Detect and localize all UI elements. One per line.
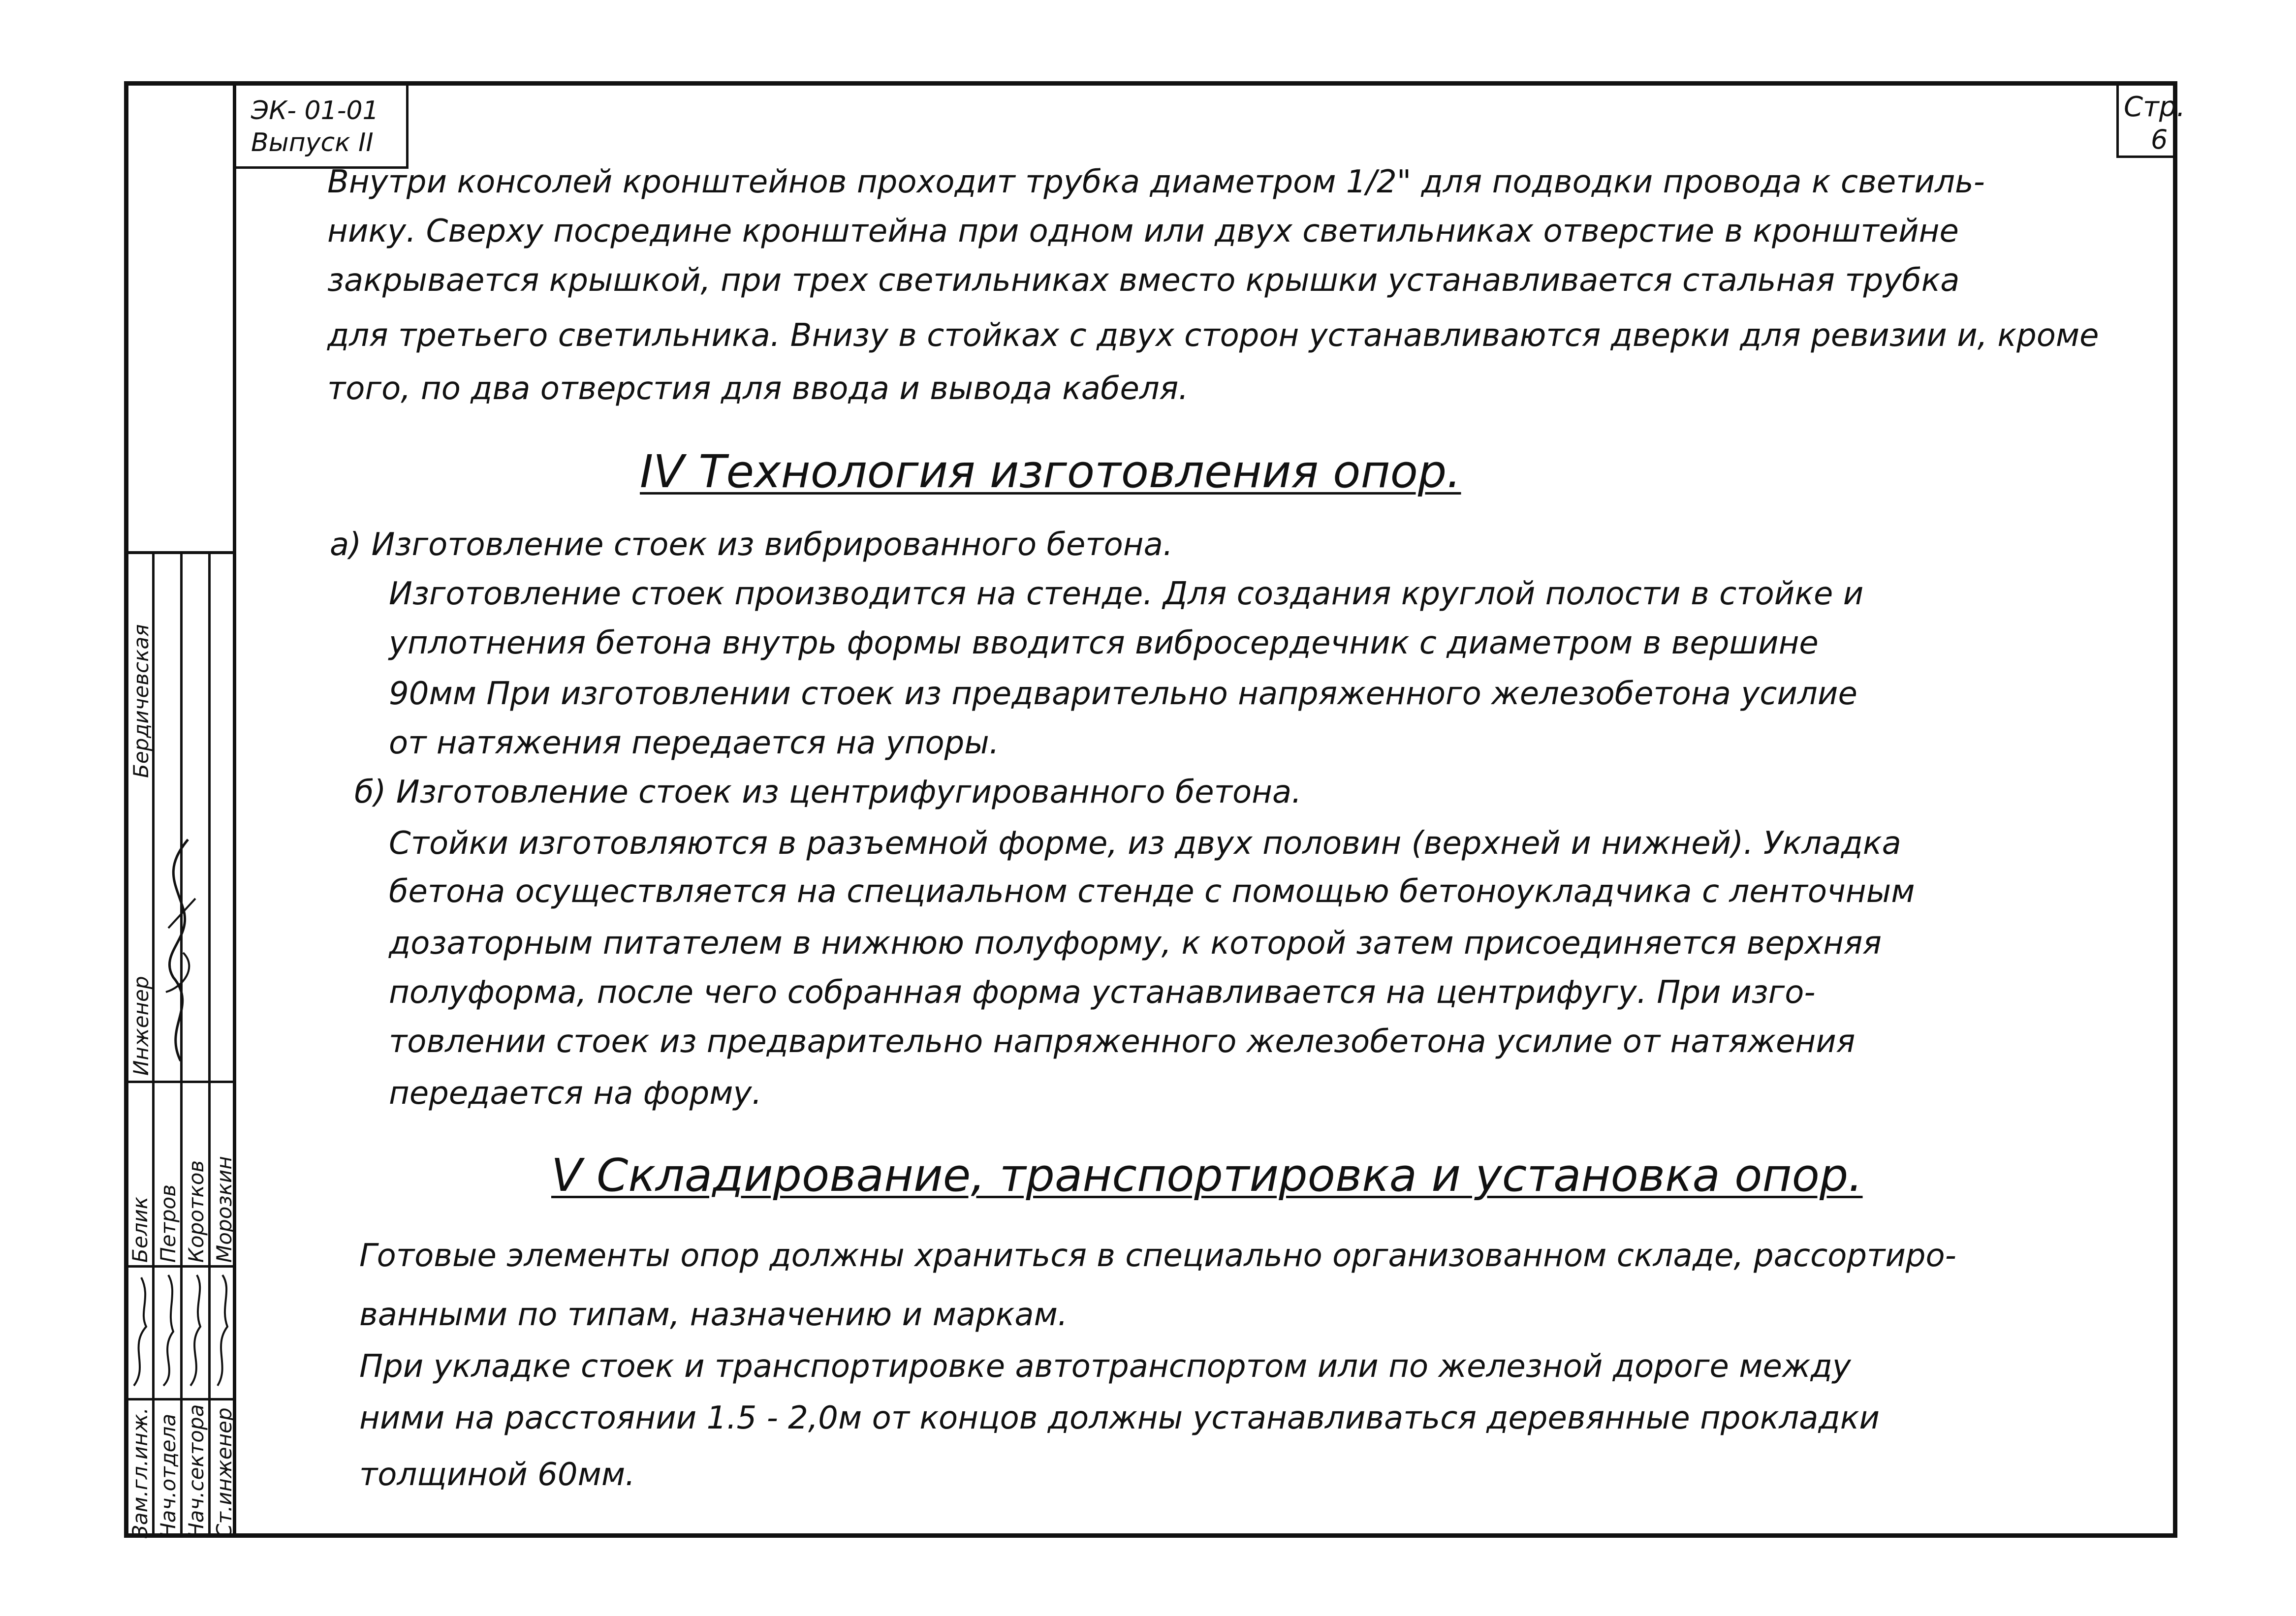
stamp-title: Нач.сектора <box>184 1404 208 1538</box>
stamp-title: Ст.инженер <box>212 1407 236 1538</box>
stamp-name: Петров <box>156 1184 180 1263</box>
section-4b-line: б) Изготовление стоек из центрифугированного бетона. <box>354 774 1302 810</box>
stamp-name: Белик <box>128 1196 152 1263</box>
stamp-name: Коротков <box>184 1160 208 1263</box>
section-4b-line: товлении стоек из предварительно напряженного железобетона усилие от натяжения <box>389 1024 1856 1060</box>
section-4b-line: бетона осуществляется на специальном стенде с помощью бетоноукладчика с ленточным <box>389 873 1915 910</box>
engineer-signature <box>154 830 208 1066</box>
section-4b-line: дозаторным питателем в нижнюю полуформу, к которой затем присоединяется верхняя <box>389 925 1882 962</box>
intro-line: закрывается крышкой, при трех светильниках вместо крышки устанавливается стальная трубка <box>327 262 1960 299</box>
stamp-title: Нач.отдела <box>156 1413 180 1538</box>
stamp-signatures <box>124 1268 236 1396</box>
section-5-line: При укладке стоек и транспортировке автотранспортом или по железной дороге между <box>359 1348 1851 1385</box>
section-4a-line: 90мм При изготовлении стоек из предварительно напряженного железобетона усилие <box>389 676 1857 712</box>
document-code: ЭК- 01-01 <box>251 96 379 125</box>
stamp-row-line <box>124 1081 236 1083</box>
section-4-heading: IV Технология изготовления опор. <box>640 445 1461 498</box>
intro-line: нику. Сверху посредине кронштейна при одном или двух светильниках отверстие в кронштейне <box>327 213 1959 249</box>
section-4b-line: передается на форму. <box>389 1075 762 1112</box>
intro-line: того, по два отверстия для ввода и вывода кабеля. <box>327 371 1189 407</box>
section-5-line: ними на расстоянии 1.5 - 2,0м от концов должны устанавливаться деревянные прокладки <box>359 1400 1880 1436</box>
section-4a-line: Изготовление стоек производится на стенде. Для создания круглой полости в стойке и <box>389 576 1864 612</box>
section-4a-line: а) Изготовление стоек из вибрированного бетона. <box>330 527 1173 563</box>
page-label: Стр. <box>2124 91 2186 123</box>
stamp-title: Зам.гл.инж. <box>128 1407 152 1538</box>
signature-stamp <box>124 551 236 1538</box>
stamp-engineer-label: Инженер <box>129 976 153 1076</box>
section-5-line: Готовые элементы опор должны храниться в специально организованном складе, рассортиро- <box>359 1238 1956 1274</box>
section-4a-line: от натяжения передается на упоры. <box>389 725 1000 761</box>
section-4b-line: Стойки изготовляются в разъемной форме, из двух половин (верхней и нижней). Укладка <box>389 825 1901 862</box>
section-4a-line: уплотнения бетона внутрь формы вводится вибросердечник с диаметром в вершине <box>389 625 1819 661</box>
section-5-line: ванными по типам, назначению и маркам. <box>359 1297 1068 1333</box>
stamp-engineer-name: Бердичевская <box>129 624 153 778</box>
document-issue: Выпуск II <box>251 128 374 157</box>
intro-line: для третьего светильника. Внизу в стойках с двух сторон устанавливаются дверки для ревизии и, кроме <box>327 317 2099 354</box>
stamp-name: Морозкин <box>212 1156 236 1263</box>
page-number: 6 <box>2151 124 2168 155</box>
stamp-row-line <box>124 1398 236 1400</box>
section-4b-line: полуформа, после чего собранная форма устанавливается на центрифугу. При изго- <box>389 974 1816 1011</box>
intro-line: Внутри консолей кронштейнов проходит трубка диаметром 1/2" для подводки провода к светиль- <box>327 164 1985 200</box>
section-5-heading: V Складирование, транспортировка и установка опор. <box>551 1149 1863 1202</box>
section-5-line: толщиной 60мм. <box>359 1457 635 1493</box>
